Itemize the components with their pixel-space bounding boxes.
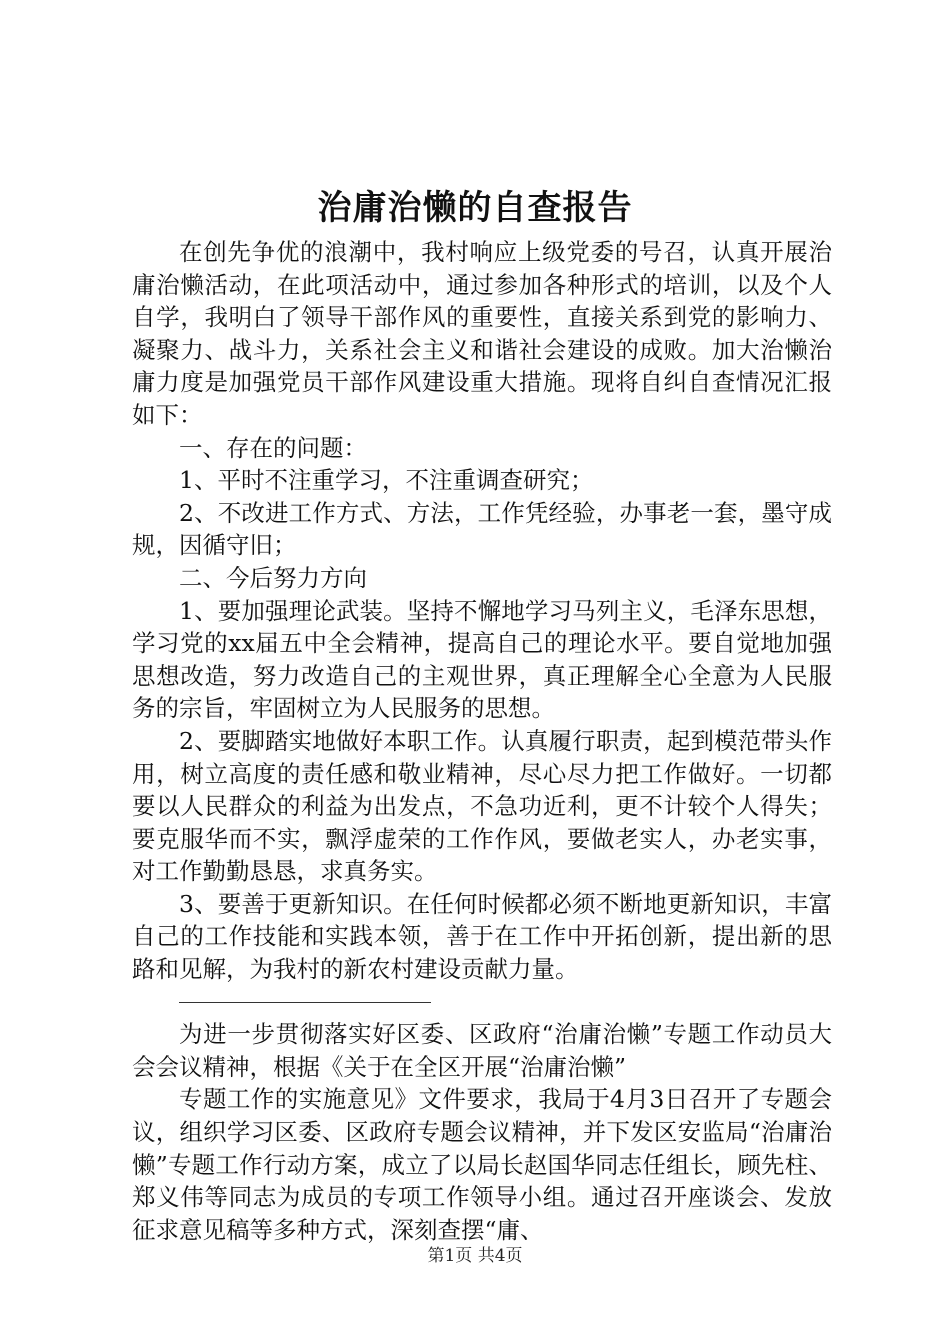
document-title: 治庸治懒的自查报告 (317, 188, 633, 228)
direction-item-2: 2、要脚踏实地做好本职工作。认真履行职责，起到模范带头作用，树立高度的责任感和敬业精神，尽心尽力把工作做好。一切都要以人民群众的利益为出发点，不急功近利，更不计较个人得失；要克服华而不实，飘浮虚荣的工作作风，要做老实人，办老实事，对工作勤勤恳恳，求真务实。 (132, 726, 832, 886)
paragraph-intro: 在创先争优的浪潮中，我村响应上级党委的号召，认真开展治庸治懒活动，在此项活动中，通过参加各种形式的培训，以及个人自学，我明白了领导干部作风的重要性，直接关系到党的影响力、凝聚力、战斗力，关系社会主义和谐社会建设的成败。加大治懒治庸力度是加强党员干部作风建设重大措施。现将自纠自查情况汇报如下： (132, 238, 832, 429)
page-footer: 第1页 共4页 (427, 1246, 523, 1266)
heading-direction: 二、今后努力方向 (179, 563, 367, 592)
paragraph-after-rule-1: 为进一步贯彻落实好区委、区政府“治庸治懒”专题工作动员大会会议精神，根据《关于在全区开展“治庸治懒” (132, 1020, 832, 1081)
problem-item-1: 1、平时不注重学习，不注重调查研究； (179, 466, 594, 495)
document-body (132, 236, 832, 1246)
heading-problems: 一、存在的问题： (179, 433, 367, 462)
section-divider (132, 986, 832, 1019)
direction-item-3: 3、要善于更新知识。在任何时候都必须不断地更新知识，丰富自己的工作技能和实践本领，善于在工作中开拓创新，提出新的思路和见解，为我村的新农村建设贡献力量。 (132, 889, 832, 984)
paragraph-after-rule-2: 专题工作的实施意见》文件要求，我局于4月3日召开了专题会议，组织学习区委、区政府专题会议精神，并下发区安监局“治庸治懒”专题工作行动方案，成立了以局长赵国华同志任组长，顾先柱、郑义伟等同志为成员的专项工作领导小组。通过召开座谈会、发放征求意见稿等多种方式，深刻查摆“庸、 (132, 1085, 832, 1244)
direction-item-1: 1、要加强理论武装。坚持不懈地学习马列主义，毛泽东思想，学习党的xx届五中全会精神，提高自己的理论水平。要自觉地加强思想改造，努力改造自己的主观世界，真正理解全心全意为人民服务的宗旨，牢固树立为人民服务的思想。 (132, 596, 832, 723)
problem-item-2: 2、不改进工作方式、方法，工作凭经验，办事老一套，墨守成规，因循守旧； (132, 498, 832, 560)
